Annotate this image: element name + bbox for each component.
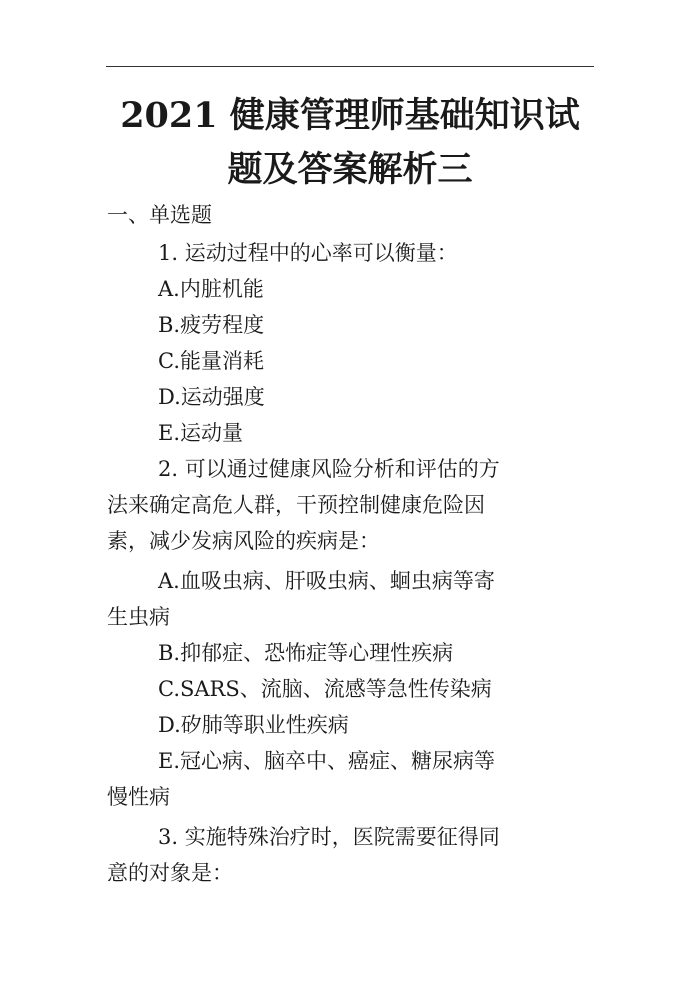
section-heading: 一、单选题 bbox=[107, 203, 212, 227]
question-2-option-b: B.抑郁症、恐怖症等心理性疾病 bbox=[158, 641, 454, 665]
question-2-stem-line-2: 法来确定高危人群，干预控制健康危险因 bbox=[107, 493, 485, 517]
question-3-stem-line-2: 意的对象是： bbox=[107, 861, 233, 885]
question-2-option-d: D.矽肺等职业性疾病 bbox=[158, 713, 349, 737]
question-1-option-e: E.运动量 bbox=[158, 421, 244, 445]
question-2-option-c: C.SARS、流脑、流感等急性传染病 bbox=[158, 677, 492, 701]
question-1-stem: 1. 运动过程中的心率可以衡量： bbox=[158, 241, 458, 265]
question-2-stem-line-1: 2. 可以通过健康风险分析和评估的方 bbox=[158, 457, 500, 481]
question-2-stem-line-3: 素，减少发病风险的疾病是： bbox=[107, 529, 380, 553]
question-2-option-a-line-1: A.血吸虫病、肝吸虫病、蛔虫病等寄 bbox=[158, 569, 495, 593]
question-1-option-b: B.疲劳程度 bbox=[158, 313, 265, 337]
document-title-line-2: 题及答案解析三 bbox=[227, 149, 473, 190]
question-2-option-e-line-1: E.冠心病、脑卒中、癌症、糖尿病等 bbox=[158, 749, 496, 773]
question-2-option-e-line-2: 慢性病 bbox=[107, 785, 170, 809]
question-2-option-a-line-2: 生虫病 bbox=[107, 605, 170, 629]
header-rule bbox=[106, 66, 594, 67]
document-title-line-1: 2021 健康管理师基础知识试 bbox=[120, 95, 580, 136]
question-1-option-d: D.运动强度 bbox=[158, 385, 265, 409]
question-1-option-c: C.能量消耗 bbox=[158, 349, 264, 373]
question-3-stem-line-1: 3. 实施特殊治疗时，医院需要征得同 bbox=[158, 825, 500, 849]
question-1-option-a: A.内脏机能 bbox=[158, 277, 264, 301]
